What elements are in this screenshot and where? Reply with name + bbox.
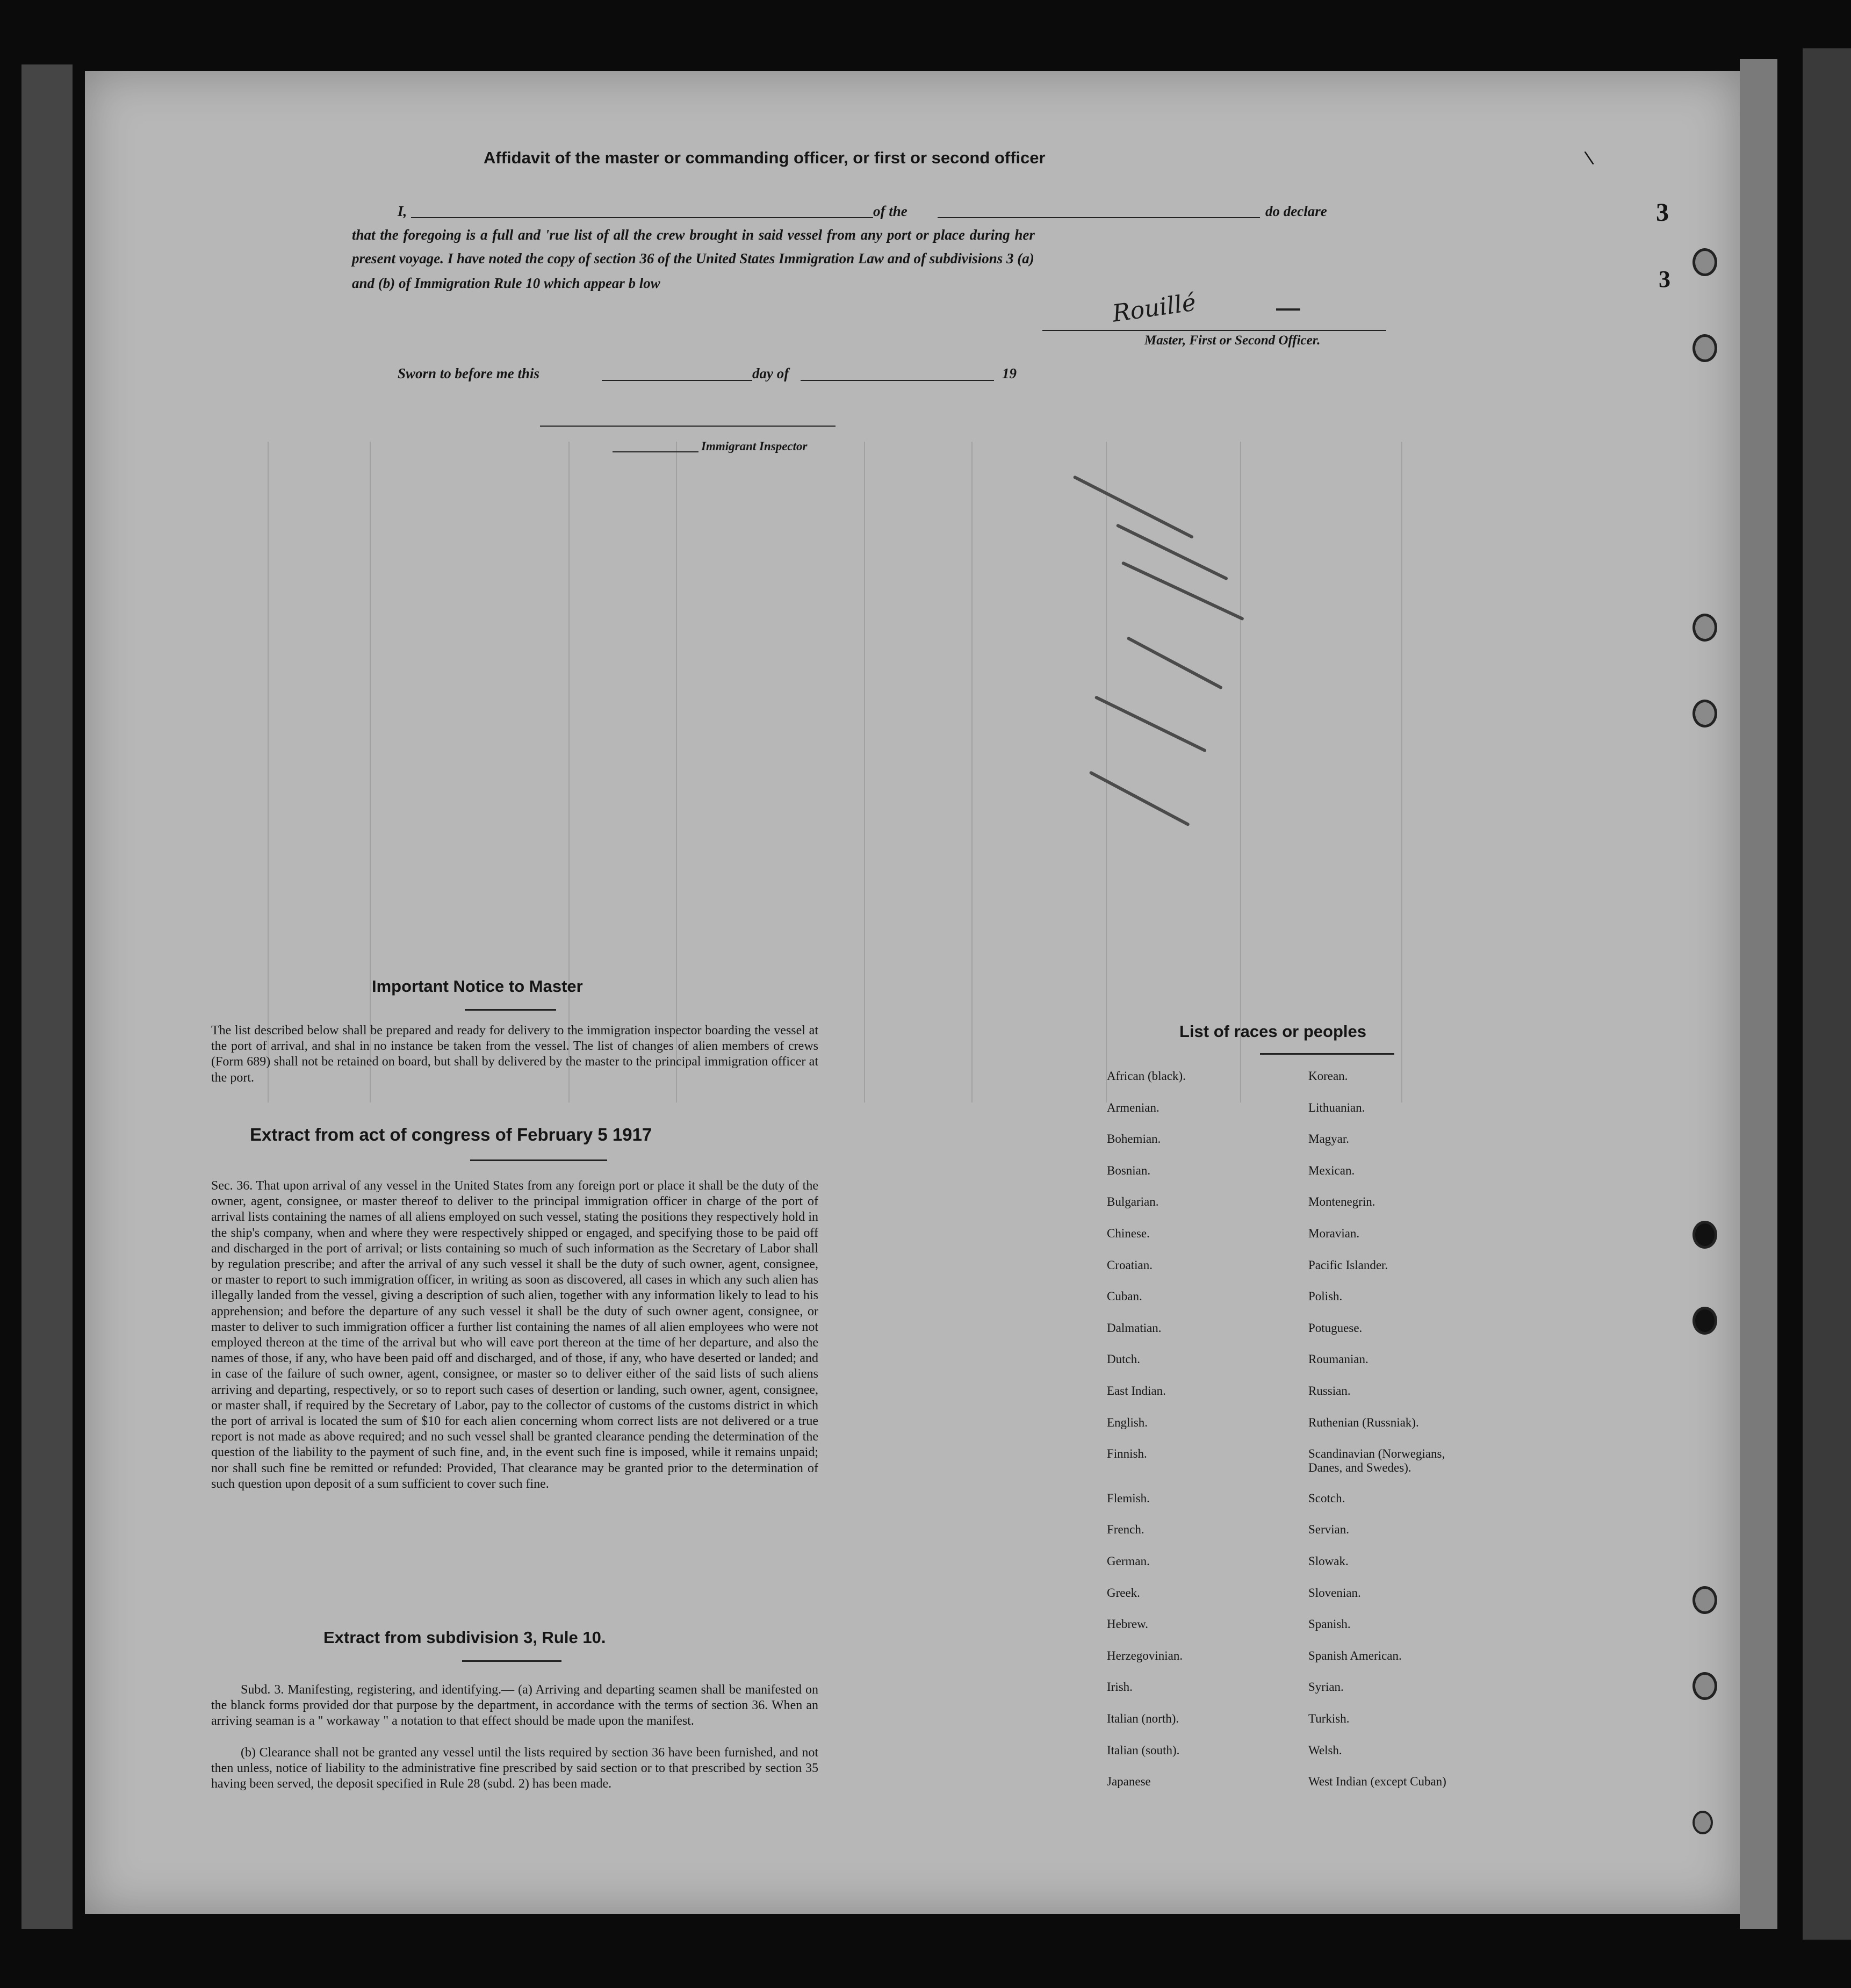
race-item: Syrian. (1308, 1680, 1344, 1694)
race-item: Korean. (1308, 1069, 1348, 1083)
race-item: Armenian. (1107, 1100, 1159, 1114)
race-item: Dutch. (1107, 1352, 1140, 1366)
bleed-through-column-line (268, 442, 269, 1103)
handwritten-stroke (1094, 695, 1207, 752)
race-item: Greek. (1107, 1586, 1140, 1600)
race-item: West Indian (except Cuban) (1308, 1775, 1446, 1789)
rule-extract-para-a: Subd. 3. Manifesting, registering, and identifying.— (a) Arriving and departing seamen shall be manifested on the blanck forms provided dor that purpose by the department, in accordance with the terms of section 36. When an arriving seaman is a " workaway " a notation to that effect should be made upon the manifest. (211, 1683, 818, 1728)
affidavit-line-4: and (b) of Immigration Rule 10 which appear b low (352, 275, 660, 291)
binding-hole (1692, 334, 1717, 362)
race-item: Magyar. (1308, 1132, 1350, 1146)
affidavit-of-the-label: of the (873, 203, 908, 219)
vessel-blank-line (938, 217, 1260, 218)
race-item: Irish. (1107, 1680, 1133, 1694)
act-extract-body: Sec. 36. That upon arrival of any vessel in the United States from any foreign port or place it shall be the duty of the owner, agent, consignee, or master thereof to deliver to the principal immigration officer in charge of the port of arrival lists containing the names of all aliens employed on such vessel, stating the positions they respectively hold in the ship's company, when and where they were respectively shipped or engaged, and specifying those to be paid off and discharged in the port of arrival; or lists containing so much of such information as the Secretary of Labor shall by regulation prescribe; and after the arrival of any such vessel it shall be the duty of such owner, agent, consignee, or master to report to such immigration officer, in writing as soon as discovered, all cases in which any such alien has illegally landed from the vessel, giving a description of such alien, together with any information likely to lead to his apprehension; and before the departure of any such vessel it shall be the duty of such owner agent, consignee, or master to deliver to such immigration officer a further list containing the names of all alien employees who were not employed thereon at the time of the arrival but who will eave port thereon at the time of her departure, and also the names of those, if any, who have been paid off and discharged, and of those, if any, who have deserted or landed; and in case of the failure of such owner, agent, consignee, or master so to deliver either of the said lists of such aliens arriving and departing, respectively, or so to report such cases of desertion or landing, such owner, agent, consignee, or master shall, if required by the Secretary of Labor, pay to the collector of customs of the customs district in which the port of arrival is located the sum of $10 for each alien concerning whom correct lists are not delivered or a true report is not made as above required; and no such vessel shall be granted clearance pending the determination of the question of the liability to the payment of such fine, and, in the event such fine is imposed, while it remains unpaid; nor shall such fine be remitted or refunded: Provided, That clearance may be granted prior to the determination of such question upon deposit of a sum sufficient to cover such fine. (211, 1179, 818, 1491)
rule-extract-title: Extract from subdivision 3, Rule 10. (323, 1628, 606, 1647)
notice-underline (465, 1009, 556, 1011)
handwritten-stroke (1073, 475, 1194, 539)
binding-hole (1692, 700, 1717, 728)
inspector-short-line (613, 451, 698, 452)
race-item: Moravian. (1308, 1227, 1360, 1240)
race-item: Chinese. (1107, 1227, 1150, 1240)
race-item: Bosnian. (1107, 1163, 1151, 1177)
race-item: German. (1107, 1554, 1150, 1568)
sworn-date-blank (602, 380, 752, 381)
adjacent-page-left-edge (21, 64, 73, 1929)
affidavit-i-label: I, (398, 203, 407, 219)
binding-hole (1692, 1586, 1717, 1614)
bleed-through-column-line (971, 442, 973, 1103)
handwritten-stroke (1089, 770, 1190, 826)
notice-title: Important Notice to Master (372, 977, 583, 996)
race-item: Slovenian. (1308, 1586, 1361, 1600)
race-item: Lithuanian. (1308, 1100, 1365, 1114)
bleed-through-column-line (568, 442, 570, 1103)
race-item: Ruthenian (Russniak). (1308, 1415, 1419, 1429)
margin-numeral: 3 (1659, 266, 1670, 292)
signer-caption: Master, First or Second Officer. (1144, 333, 1321, 348)
sworn-year-label: 19 (1002, 365, 1017, 381)
race-item: Welsh. (1308, 1743, 1342, 1757)
race-item: Finnish. (1107, 1447, 1147, 1461)
races-underline (1260, 1053, 1394, 1055)
race-item: Croatian. (1107, 1258, 1153, 1272)
race-item: Slowak. (1308, 1554, 1349, 1568)
signature-line (1042, 330, 1386, 331)
binding-hole (1692, 1307, 1717, 1335)
race-item: French. (1107, 1523, 1144, 1537)
rule-extract-para-b: (b) Clearance shall not be granted any vessel until the lists required by section 36 have been furnished, and not then unless, notice of liability to the administrative fine prescribed by said section or to that prescribed by section 35 having been served, the deposit specified in Rule 28 (subd. 2) has been made. (211, 1746, 818, 1791)
race-item: Russian. (1308, 1384, 1351, 1398)
affidavit-line-2: that the foregoing is a full and 'rue list of all the crew brought in said vessel from any port or place during her (352, 227, 1035, 243)
page-shadow-edge (1740, 59, 1777, 1929)
race-item: Japanese (1107, 1775, 1151, 1789)
bleed-through-column-line (1401, 442, 1402, 1103)
race-item: Herzegovinian. (1107, 1648, 1183, 1662)
race-item: Mexican. (1308, 1163, 1355, 1177)
race-item: Cuban. (1107, 1290, 1142, 1303)
handwritten-stroke (1116, 523, 1228, 580)
affidavit-line-3: present voyage. I have noted the copy of section 36 of the United States Immigration Law and of subdivisions 3 (a) (352, 250, 1034, 266)
act-extract-underline (470, 1159, 607, 1161)
top-right-tick-mark: \ (1583, 145, 1595, 170)
race-item: Bulgarian. (1107, 1195, 1159, 1209)
notice-body: The list described below shall be prepared and ready for delivery to the immigration inspector boarding the vessel at the port of arrival, and shal in no instance be taken from the vessel. The list of changes of alien members of crews (Form 689) shall not be retained on board, but shall by delivered by the master to the principal immigration officer at the port. (211, 1024, 818, 1085)
race-item: English. (1107, 1415, 1148, 1429)
race-item: Scandinavian (Norwegians, Danes, and Swedes). (1308, 1447, 1445, 1475)
act-extract-title: Extract from act of congress of February 5 1917 (250, 1125, 652, 1144)
sworn-month-blank (801, 380, 994, 381)
race-item: Flemish. (1107, 1491, 1150, 1505)
races-title: List of races or peoples (1179, 1022, 1366, 1041)
master-signature: Rouillé (1111, 289, 1198, 328)
race-item: Turkish. (1308, 1712, 1350, 1725)
race-item: Scotch. (1308, 1491, 1345, 1505)
race-item: African (black). (1107, 1069, 1186, 1083)
inspector-caption: Immigrant Inspector (701, 440, 808, 453)
race-item: Montenegrin. (1308, 1195, 1375, 1209)
race-item: Hebrew. (1107, 1617, 1149, 1631)
binding-hole (1692, 1672, 1717, 1700)
sworn-day-of-label: day of (752, 365, 789, 381)
handwritten-stroke (1127, 636, 1223, 689)
adjacent-page-right-edge (1803, 48, 1851, 1940)
sworn-label: Sworn to before me this (398, 365, 540, 381)
binding-hole (1692, 1811, 1713, 1834)
binding-hole (1692, 1221, 1717, 1249)
bleed-through-column-line (1240, 442, 1241, 1103)
name-blank-line (411, 217, 873, 218)
bleed-through-column-line (864, 442, 865, 1103)
race-item: Bohemian. (1107, 1132, 1161, 1146)
margin-numeral: 3 (1656, 198, 1669, 227)
race-item: Polish. (1308, 1290, 1343, 1303)
race-item: Roumanian. (1308, 1352, 1369, 1366)
signature-dash (1276, 308, 1300, 311)
bleed-through-column-line (676, 442, 677, 1103)
handwritten-stroke (1121, 561, 1244, 621)
race-item: Dalmatian. (1107, 1321, 1162, 1335)
affidavit-declare-label: do declare (1265, 203, 1327, 219)
race-item: Servian. (1308, 1523, 1350, 1537)
race-item: Spanish American. (1308, 1648, 1402, 1662)
race-item: East Indian. (1107, 1384, 1166, 1398)
race-item: Pacific Islander. (1308, 1258, 1388, 1272)
race-item: Italian (south). (1107, 1743, 1180, 1757)
race-item: Italian (north). (1107, 1712, 1179, 1725)
inspector-signature-line (540, 426, 836, 427)
race-item: Potuguese. (1308, 1321, 1363, 1335)
affidavit-title: Affidavit of the master or commanding officer, or first or second officer (484, 148, 1046, 167)
bleed-through-column-line (370, 442, 371, 1103)
bleed-through-column-line (1106, 442, 1107, 1103)
rule-extract-underline (462, 1660, 561, 1662)
race-item: Spanish. (1308, 1617, 1351, 1631)
binding-hole (1692, 248, 1717, 276)
binding-hole (1692, 614, 1717, 642)
